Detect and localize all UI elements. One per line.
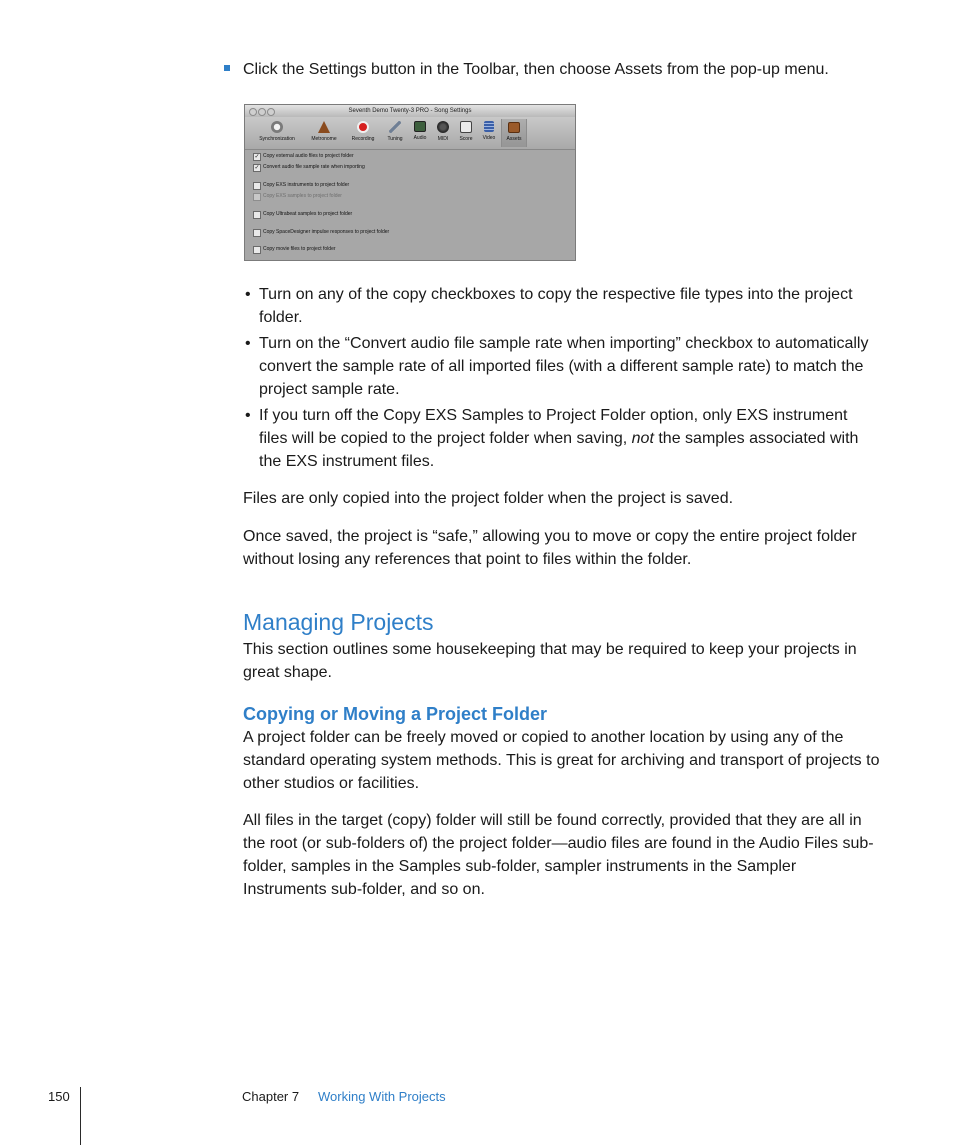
page-number: 150 (48, 1089, 70, 1104)
toolbar-synchronization: Synchronization (251, 119, 303, 147)
checkbox-unchecked (253, 211, 261, 219)
settings-toolbar (245, 117, 575, 150)
bullet-marker: • (245, 335, 251, 352)
window-title: Seventh Demo Twenty-3 PRO - Song Settings (348, 108, 472, 114)
checkbox-unchecked (253, 246, 261, 254)
record-icon (357, 121, 369, 133)
briefcase-icon (508, 122, 520, 133)
audio-icon (414, 121, 426, 132)
song-settings-screenshot: Seventh Demo Twenty-3 PRO - Song Settings Synchronization Metronome Recording Tuning Audio MIDI Score Video Assets ✓ Copy external audio files to project folder ✓ Convert audio file sample rate when importing Copy EXS instruments to project folder Copy EXS samples to project folder Copy Ultrabeat samples to project folder Copy SpaceDesigner impulse responses to project folder Copy movie files to project folder (244, 104, 576, 261)
section-heading: Managing Projects (243, 609, 434, 635)
bullet-marker: • (245, 286, 251, 303)
sync-icon (271, 121, 283, 133)
toolbar-video: Video (478, 119, 500, 147)
chapter-title-link[interactable]: Working With Projects (318, 1089, 446, 1104)
metronome-icon (318, 121, 330, 133)
footer-divider (80, 1087, 81, 1145)
toolbar-audio: Audio (409, 119, 431, 147)
toolbar-recording: Recording (345, 119, 381, 147)
tuning-fork-icon (389, 121, 401, 133)
paragraph: Once saved, the project is “safe,” allowing you to move or copy the entire project folder without losing any references that point to files within the folder. (243, 528, 857, 568)
toolbar-assets: Assets (501, 119, 527, 147)
bullet-item: Turn on the “Convert audio file sample rate when importing” checkbox to automatically convert the sample rate of all imported files (with a different sample rate) to match the project sample rate. (259, 335, 869, 398)
subsection-heading: Copying or Moving a Project Folder (243, 704, 548, 724)
step-text: Click the Settings button in the Toolbar, then choose Assets from the pop-up menu. (243, 61, 829, 78)
toolbar-tuning: Tuning (383, 119, 407, 147)
toolbar-metronome: Metronome (305, 119, 343, 147)
paragraph: A project folder can be freely moved or copied to another location by using any of the standard operating system methods. This is great for archiving and transport of projects to other studios or facilities. (243, 729, 880, 792)
score-icon (460, 121, 472, 133)
video-icon (484, 121, 494, 132)
paragraph: All files in the target (copy) folder will still be found correctly, provided that they are all in the root (or sub-folders of) the project folder—audio files are found in the Audio Files sub-folder, samples in the Samples sub-folder, sampler instruments in the Sampler Instruments sub-folder, and so on. (243, 812, 874, 898)
section-intro: This section outlines some housekeeping that may be required to keep your projects in great shape. (243, 641, 857, 681)
bullet-marker: • (245, 407, 251, 424)
bullet-item: If you turn off the Copy EXS Samples to Project Folder option, only EXS instrument files will be copied to the project folder when saving, not the samples associated with the EXS instrument files. (259, 407, 859, 470)
checkbox-unchecked (253, 182, 261, 190)
paragraph: Files are only copied into the project folder when the project is saved. (243, 490, 734, 507)
checkbox-checked: ✓ (254, 154, 260, 160)
checkbox-checked: ✓ (254, 165, 260, 171)
checkbox-unchecked (253, 193, 261, 201)
bullet-item: Turn on any of the copy checkboxes to copy the respective file types into the project folder. (259, 286, 853, 326)
checkbox-unchecked (253, 229, 261, 237)
chapter-label: Chapter 7 (242, 1089, 300, 1104)
toolbar-score: Score (455, 119, 477, 147)
midi-icon (437, 121, 449, 133)
toolbar-midi: MIDI (433, 119, 453, 147)
step-bullet (224, 65, 230, 71)
